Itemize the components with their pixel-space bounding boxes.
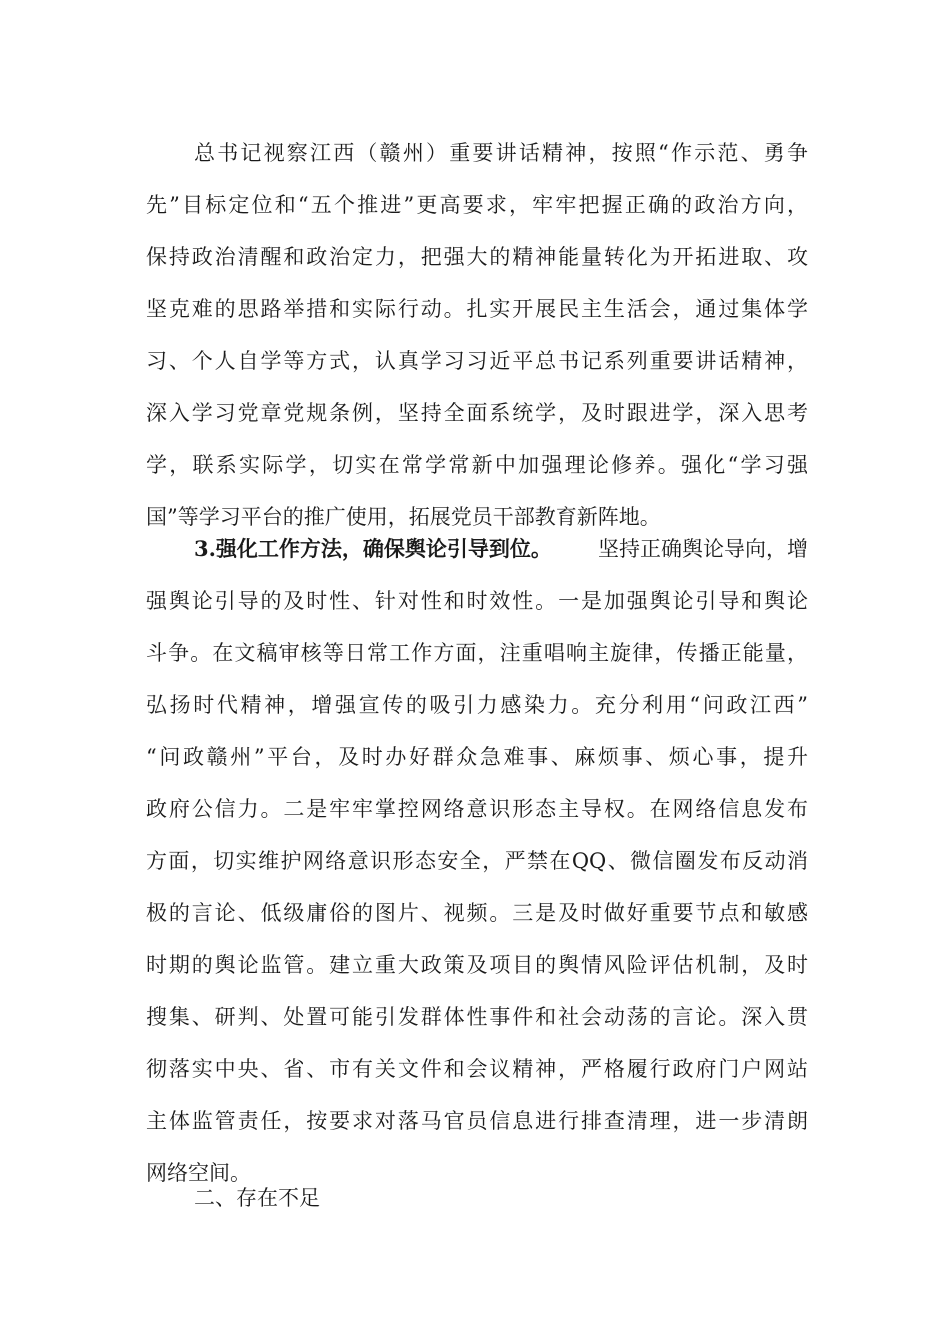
paragraph-line: 国”等学习平台的推广使用，拓展党员干部教育新阵地。 bbox=[146, 505, 661, 529]
paragraph-line: 网络空间。 bbox=[146, 1161, 251, 1185]
paragraph-heading: 3.强化工作方法，确保舆论引导到位。 bbox=[194, 536, 552, 561]
paragraph-first-line bbox=[194, 531, 808, 567]
paragraph-line: 搜集、研判、处置可能引发群体性事件和社会动荡的言论。深入贯 bbox=[146, 1005, 808, 1029]
paragraph-line: 保持政治清醒和政治定力，把强大的精神能量转化为开拓进取、攻 bbox=[146, 245, 808, 269]
paragraph-line: 习、个人自学等方式，认真学习习近平总书记系列重要讲话精神， bbox=[146, 349, 808, 373]
paragraph-line: 总书记视察江西（赣州）重要讲话精神，按照“作示范、勇争 bbox=[194, 141, 808, 165]
paragraph-line: 时期的舆论监管。建立重大政策及项目的舆情风险评估机制，及时 bbox=[146, 953, 808, 977]
section-heading: 二、存在不足 bbox=[194, 1186, 320, 1210]
paragraph-line: 主体监管责任，按要求对落马官员信息进行排查清理，进一步清朗 bbox=[146, 1109, 808, 1133]
paragraph-line: 极的言论、低级庸俗的图片、视频。三是及时做好重要节点和敏感 bbox=[146, 901, 808, 925]
paragraph-line: 坚克难的思路举措和实际行动。扎实开展民主生活会，通过集体学 bbox=[146, 297, 808, 321]
paragraph-line: 彻落实中央、省、市有关文件和会议精神，严格履行政府门户网站 bbox=[146, 1057, 808, 1081]
paragraph-line: 弘扬时代精神，增强宣传的吸引力感染力。充分利用“问政江西” bbox=[146, 693, 808, 717]
paragraph-line: “问政赣州”平台，及时办好群众急难事、麻烦事、烦心事，提升 bbox=[146, 745, 808, 769]
paragraph-line: 强舆论引导的及时性、针对性和时效性。一是加强舆论引导和舆论 bbox=[146, 589, 808, 613]
paragraph-line: 学，联系实际学，切实在常学常新中加强理论修养。强化“学习强 bbox=[146, 453, 808, 477]
paragraph-line: 先”目标定位和“五个推进”更高要求，牢牢把握正确的政治方向， bbox=[146, 193, 808, 217]
paragraph-heading-rest: 坚持正确舆论导向，增 bbox=[598, 537, 808, 561]
paragraph-line: 政府公信力。二是牢牢掌控网络意识形态主导权。在网络信息发布 bbox=[146, 797, 808, 821]
paragraph-line: 斗争。在文稿审核等日常工作方面，注重唱响主旋律，传播正能量， bbox=[146, 641, 808, 665]
paragraph-line: 深入学习党章党规条例，坚持全面系统学，及时跟进学，深入思考 bbox=[146, 401, 808, 425]
paragraph-line: 方面，切实维护网络意识形态安全，严禁在QQ、微信圈发布反动消 bbox=[146, 849, 808, 873]
